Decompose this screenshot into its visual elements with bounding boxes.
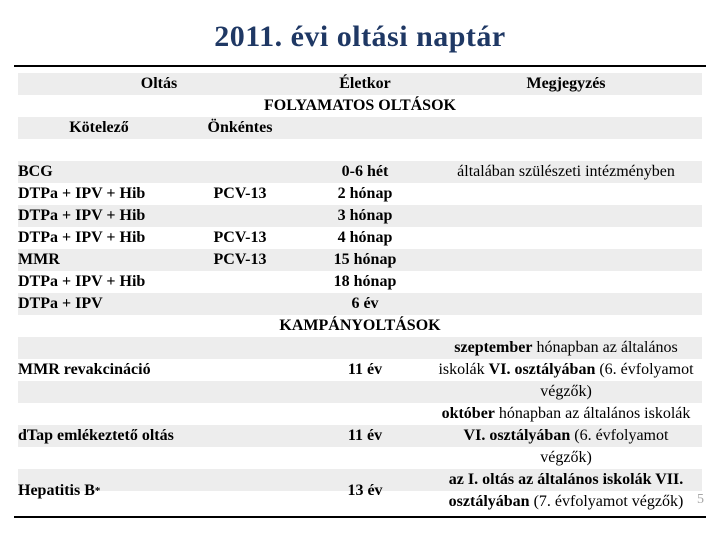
page-title: 2011. évi oltási naptár [214,20,506,53]
optional-vaccine-name: PCV-13 [213,229,267,246]
column-header-kotelezo: Kötelező [69,119,129,136]
remark-part: (6. évfolyamot végzők) [540,361,694,400]
age-value: 13 év [347,482,383,499]
age-value: 2 hónap [337,185,393,202]
vaccine-name-text: Hepatitis B [18,482,95,499]
section-title-kampany: KAMPÁNYOLTÁSOK [279,317,441,334]
age-value: 15 hónap [333,251,397,268]
remark-part: október [441,405,495,422]
optional-vaccine-name: PCV-13 [213,185,267,202]
remark-text [437,337,695,403]
column-header-onkentes: Önkéntes [207,119,273,136]
age-value: 6 év [351,295,379,312]
vaccine-name: dTap emlékeztető oltás [18,427,174,444]
vaccine-name: DTPa + IPV [18,295,103,312]
age-value: 4 hónap [337,229,393,246]
age-value: 18 hónap [333,273,397,290]
vaccine-name: Hepatitis B * [18,469,180,513]
vaccine-name: DTPa + IPV + Hib [18,229,146,246]
column-header-megjegyzes: Megjegyzés [526,75,606,92]
age-value: 3 hónap [337,207,393,224]
age-value: 0-6 hét [341,163,389,180]
remark-text [437,403,695,469]
remark-part: (6. évfolyamot végzők) [540,427,669,466]
remark-part: VI. osztályában [463,427,571,444]
optional-vaccine-name: PCV-13 [213,251,267,268]
age-value: 11 év [347,361,383,378]
vaccination-table [18,73,702,513]
vaccine-name: MMR revakcináció [18,361,151,378]
column-header-oltas: Oltás [140,75,178,92]
page-number: 5 [697,492,704,507]
remark-part: VI. osztályában [488,361,596,378]
section-title-folyamatos: FOLYAMATOS OLTÁSOK [264,97,456,114]
remark-part: hónapban az általános iskolák [438,339,678,378]
remark-text [437,469,695,513]
vaccine-name: DTPa + IPV + Hib [18,185,146,202]
remark-hepatitis-b [430,469,702,513]
vaccine-name: MMR [18,251,60,268]
remark-part: szeptember [454,339,533,356]
vaccine-name: DTPa + IPV + Hib [18,207,146,224]
remark-dtap [430,403,702,469]
remark-part: hónapban az általános iskolák [494,405,691,422]
remark-mmr-revakcinacio [430,337,702,403]
column-header-eletkor: Életkor [339,75,391,92]
divider-bottom [14,516,706,518]
vaccine-name: BCG [18,163,53,180]
divider-top [14,65,706,67]
remark-part: az I. oltás az általános iskolák VII. osztályában [448,471,684,510]
remark-part: (7. évfolyamot végzők) [529,493,684,510]
remark-text: általában szülészeti intézményben [457,163,675,180]
vaccine-name: DTPa + IPV + Hib [18,273,146,290]
age-value: 11 év [347,427,383,444]
